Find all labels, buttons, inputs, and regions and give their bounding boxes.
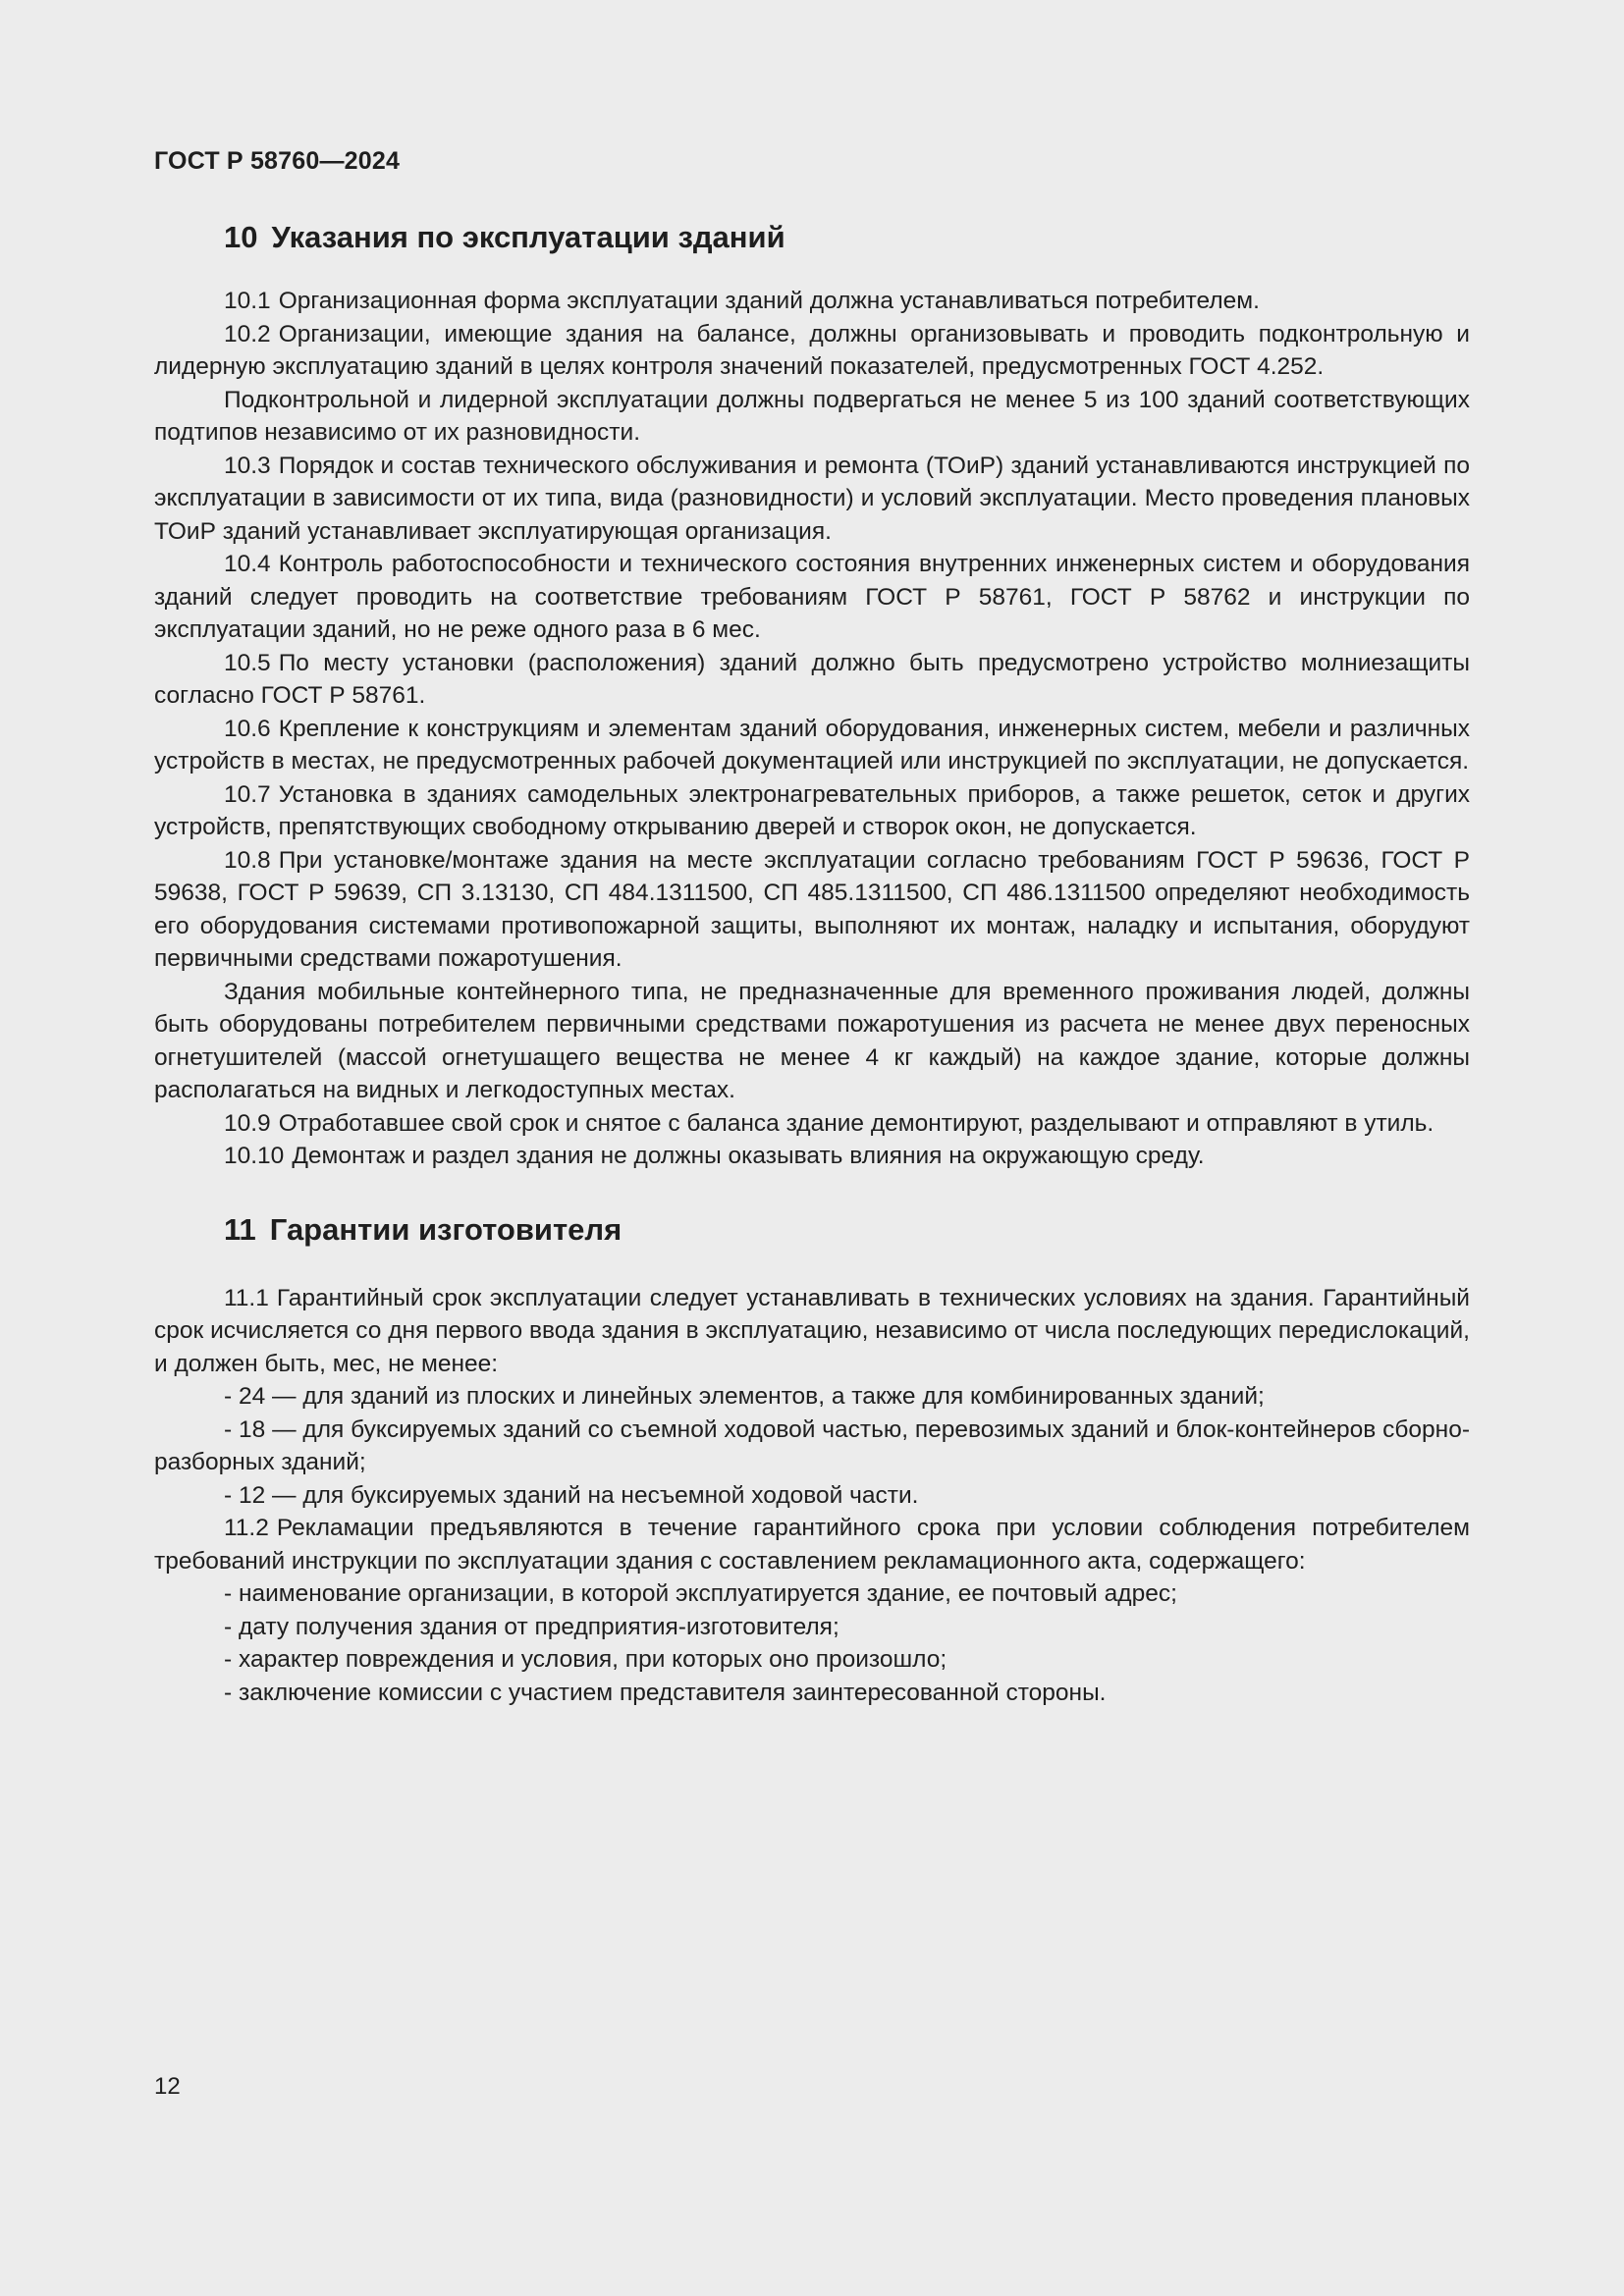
list-item: - 12 — для буксируемых зданий на несъемной ходовой части. <box>224 1481 919 1509</box>
clause-10-6 <box>154 713 1470 778</box>
clause-10-10 <box>154 1140 1470 1173</box>
page-content <box>154 218 1470 1709</box>
clause-10-1 <box>154 285 1470 318</box>
list-item: - дату получения здания от предприятия-изготовителя; <box>224 1613 839 1640</box>
clause-text: При установке/монтаже здания на месте эксплуатации согласно требованиям ГОСТ Р 59636, ГОСТ Р 59638, ГОСТ Р 59639, СП 3.13130, СП 484.1311500, СП 485.1311500, СП 486.1311500 определяют необходимость его оборудования системами противопожарной защиты, выполняют их монтаж, наладку и испытания, оборудуют первичными средствами пожаротушения. <box>154 846 1470 972</box>
clause-10-5 <box>154 647 1470 713</box>
clause-text: Контроль работоспособности и технического состояния внутренних инженерных систем и оборудования зданий следует проводить на соответствие требованиям ГОСТ Р 58761, ГОСТ Р 58762 и инструкции по эксплуатации зданий, но не реже одного раза в 6 мес. <box>154 551 1470 643</box>
clause-text: Установка в зданиях самодельных электронагревательных приборов, а также решеток, сеток и других устройств, препятствующих свободному открыванию дверей и створок окон, не допускается. <box>154 780 1470 840</box>
clause-10-8 <box>154 844 1470 976</box>
clause-11-2 <box>154 1512 1470 1577</box>
page-number: 12 <box>154 2073 181 2100</box>
clause-text: Отработавшее свой срок и снятое с баланса здание демонтируют, разделывают и отправляют в утиль. <box>278 1109 1435 1137</box>
list-item: - наименование организации, в которой эксплуатируется здание, ее почтовый адрес; <box>224 1580 1177 1607</box>
clause-10-2-continuation: Подконтрольной и лидерной эксплуатации должны подвергаться не менее 5 из 100 зданий соответствующих подтипов независимо от их разновидности. <box>154 386 1470 446</box>
clause-text: Организационная форма эксплуатации зданий должна устанавливаться потребителем. <box>278 288 1260 314</box>
clause-10-4 <box>154 548 1470 647</box>
clause-number: 10.1 <box>224 288 271 314</box>
clause-number: 10.3 <box>224 452 271 479</box>
list-item: - характер повреждения и условия, при которых оно произошло; <box>224 1646 947 1673</box>
section-title: Гарантии изготовителя <box>269 1211 623 1247</box>
clause-number: 10.10 <box>224 1143 285 1169</box>
list-item: - 18 — для буксируемых зданий со съемной ходовой частью, перевозимых зданий и блок-контейнеров сборно-разборных зданий; <box>154 1415 1470 1475</box>
document-header: ГОСТ Р 58760—2024 <box>154 147 401 175</box>
clause-text: Гарантийный срок эксплуатации следует устанавливать в технических условиях на здания. Гарантийный срок исчисляется со дня первого ввода здания в эксплуатацию, независимо от числа последующих передислокаций, и должен быть, мес, не менее: <box>154 1284 1470 1377</box>
clause-number: 10.9 <box>224 1109 271 1137</box>
list-item: - заключение комиссии с участием представителя заинтересованной стороны. <box>224 1679 1107 1706</box>
clause-11-1 <box>154 1282 1470 1381</box>
clause-text: Организации, имеющие здания на балансе, должны организовывать и проводить подконтрольную и лидерную эксплуатацию зданий в целях контроля значений показателей, предусмотренных ГОСТ 4.252. <box>154 320 1470 380</box>
clause-number: 11.2 <box>224 1515 269 1541</box>
clause-10-8-continuation: Здания мобильные контейнерного типа, не предназначенные для временного проживания людей, должны быть оборудованы потребителем первичными средствами пожаротушения из расчета не менее двух переносных огнетушителей (массой огнетушащего вещества не менее 4 кг каждый) на каждое здание, которые должны располагаться на видных и легкодоступных местах. <box>154 978 1470 1103</box>
clause-number: 10.2 <box>224 320 271 347</box>
clause-10-7 <box>154 778 1470 844</box>
section-number: 11 <box>224 1211 256 1247</box>
clause-text: Рекламации предъявляются в течение гарантийного срока при условии соблюдения потребителем требований инструкции по эксплуатации здания с составлением рекламационного акта, содержащего: <box>154 1515 1470 1575</box>
clause-text: Порядок и состав технического обслуживания и ремонта (ТОиР) зданий устанавливаются инструкцией по эксплуатации в зависимости от их типа, вида (разновидности) и условий эксплуатации. Место проведения плановых ТОиР зданий устанавливает эксплуатирующая организация. <box>154 452 1470 545</box>
section-number: 10 <box>224 220 258 254</box>
clause-text: Крепление к конструкциям и элементам зданий оборудования, инженерных систем, мебели и различных устройств в местах, не предусмотренных рабочей документацией или инструкцией по эксплуатации, не допускается. <box>154 715 1470 774</box>
list-item: - 24 — для зданий из плоских и линейных элементов, а также для комбинированных зданий; <box>224 1383 1265 1410</box>
section-title: Указания по эксплуатации зданий <box>271 220 785 254</box>
clause-10-9 <box>154 1107 1470 1141</box>
clause-text: По месту установки (расположения) зданий должно быть предусмотрено устройство молниезащиты согласно ГОСТ Р 58761. <box>154 649 1470 709</box>
clause-number: 10.8 <box>224 846 271 874</box>
clause-number: 11.1 <box>224 1284 269 1311</box>
clause-number: 10.5 <box>224 649 271 676</box>
clause-number: 10.7 <box>224 780 271 808</box>
clause-text: Демонтаж и раздел здания не должны оказывать влияния на окружающую среду. <box>292 1143 1205 1169</box>
clause-10-2 <box>154 318 1470 384</box>
clause-number: 10.4 <box>224 551 271 577</box>
clause-10-3 <box>154 450 1470 549</box>
section-10-heading <box>224 218 1470 257</box>
clause-number: 10.6 <box>224 715 271 742</box>
section-11-heading <box>224 1210 1470 1250</box>
